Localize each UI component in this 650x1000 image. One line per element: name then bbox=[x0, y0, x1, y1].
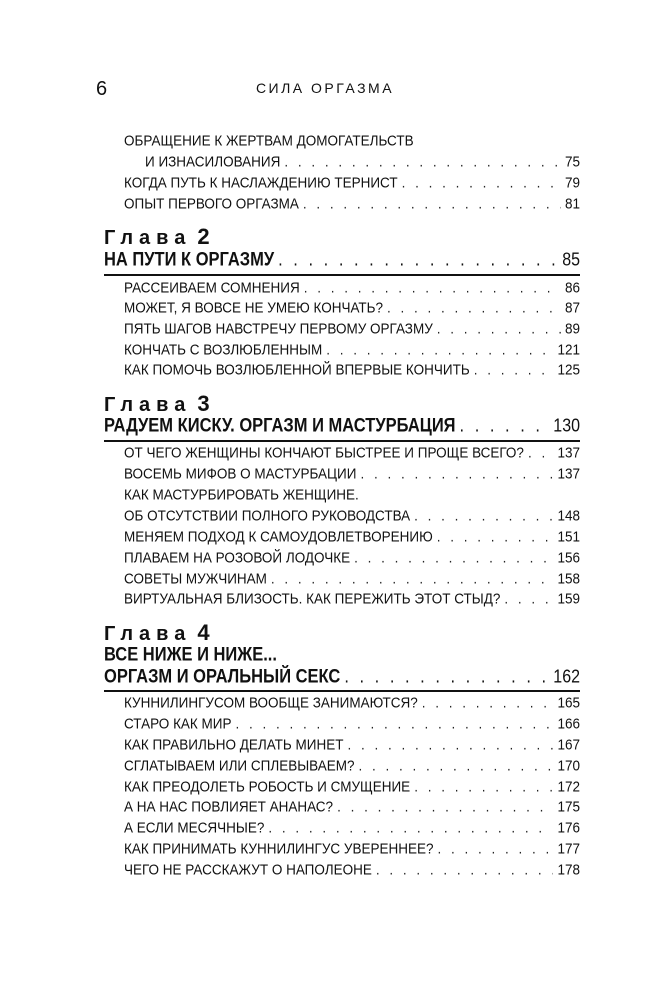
toc-entry[interactable] bbox=[124, 297, 580, 319]
toc-entry-title: СГЛАТЫВАЕМ ИЛИ СПЛЕВЫВАЕМ? bbox=[124, 757, 355, 774]
chapter-page: 85 bbox=[562, 250, 580, 271]
toc-entry[interactable] bbox=[124, 505, 580, 527]
toc-entry-page: 176 bbox=[557, 819, 580, 836]
chapter-title-text: ОРГАЗМ И ОРАЛЬНЫЙ СЕКС bbox=[104, 666, 341, 688]
dot-leader bbox=[284, 151, 561, 173]
dot-leader bbox=[387, 297, 561, 319]
toc-entry[interactable] bbox=[145, 151, 580, 173]
toc-entry[interactable] bbox=[124, 193, 580, 215]
dot-leader bbox=[268, 817, 553, 839]
toc-entry-title: МОЖЕТ, Я ВОВСЕ НЕ УМЕЮ КОНЧАТЬ? bbox=[124, 299, 384, 316]
toc-entry-title: КОГДА ПУТЬ К НАСЛАЖДЕНИЮ ТЕРНИСТ bbox=[124, 174, 398, 191]
running-title: СИЛА ОРГАЗМА bbox=[255, 80, 395, 96]
toc-entry-title: ОБ ОТСУТСТВИИ ПОЛНОГО РУКОВОДСТВА bbox=[124, 507, 411, 524]
toc-entry[interactable] bbox=[124, 796, 580, 818]
toc-entry-page: 75 bbox=[564, 153, 580, 170]
dot-leader bbox=[437, 526, 554, 548]
toc-entry-page: 79 bbox=[564, 174, 580, 191]
toc-entry[interactable] bbox=[124, 130, 580, 152]
toc-entry[interactable] bbox=[124, 172, 580, 194]
chapter-title[interactable] bbox=[104, 247, 580, 273]
toc-entry-page: 156 bbox=[557, 549, 580, 566]
toc-entry-page: 137 bbox=[557, 444, 580, 461]
toc-entry-title: ОТ ЧЕГО ЖЕНЩИНЫ КОНЧАЮТ БЫСТРЕЕ И ПРОЩЕ ВСЕГО? bbox=[124, 444, 524, 461]
dot-leader bbox=[354, 547, 553, 569]
chapter-label-text: Глава bbox=[104, 623, 192, 645]
toc-entry-page: 125 bbox=[557, 361, 580, 378]
toc-entry-title: ПЛАВАЕМ НА РОЗОВОЙ ЛОДОЧКЕ bbox=[124, 549, 351, 566]
page-number: 6 bbox=[96, 78, 108, 100]
chapter-title-text: РАДУЕМ КИСКУ. ОРГАЗМ И МАСТУРБАЦИЯ bbox=[104, 415, 456, 437]
toc-entry[interactable] bbox=[124, 755, 580, 777]
toc-entry[interactable] bbox=[124, 526, 580, 548]
chapter-page: 162 bbox=[553, 667, 580, 688]
toc-entry-page: 178 bbox=[557, 861, 580, 878]
toc-entry-title: И ИЗНАСИЛОВАНИЯ bbox=[145, 153, 281, 170]
toc-entry[interactable] bbox=[124, 547, 580, 569]
toc-entry-title: ВОСЕМЬ МИФОВ О МАСТУРБАЦИИ bbox=[124, 465, 357, 482]
toc-entry-title: КАК ПОМОЧЬ ВОЗЛЮБЛЕННОЙ ВПЕРВЫЕ КОНЧИТЬ bbox=[124, 361, 470, 378]
toc-entry-page: 167 bbox=[557, 736, 580, 753]
chapter-number: 2 bbox=[197, 224, 210, 249]
chapter-title-text: НА ПУТИ К ОРГАЗМУ bbox=[104, 249, 275, 271]
toc-entry-title: ЧЕГО НЕ РАССКАЖУТ О НАПОЛЕОНЕ bbox=[124, 861, 372, 878]
toc-entry-page: 148 bbox=[557, 507, 580, 524]
dot-leader bbox=[344, 664, 549, 689]
toc-entry-page: 81 bbox=[564, 195, 580, 212]
toc-entry-title: А ЕСЛИ МЕСЯЧНЫЕ? bbox=[124, 819, 265, 836]
toc-entry-page: 159 bbox=[557, 590, 580, 607]
dot-leader bbox=[460, 413, 550, 438]
chapter-number: 3 bbox=[197, 391, 210, 416]
toc-entry[interactable] bbox=[124, 838, 580, 860]
toc-entry-title: КАК ПРЕОДОЛЕТЬ РОБОСТЬ И СМУЩЕНИЕ bbox=[124, 778, 411, 795]
dot-leader bbox=[437, 318, 561, 340]
dot-leader bbox=[402, 172, 561, 194]
toc-entry-title: ПЯТЬ ШАГОВ НАВСТРЕЧУ ПЕРВОМУ ОРГАЗМУ bbox=[124, 320, 433, 337]
toc-entry-page: 87 bbox=[564, 299, 580, 316]
toc-entry-page: 121 bbox=[557, 341, 580, 358]
chapter-title[interactable] bbox=[104, 413, 580, 439]
toc-entry-title: А НА НАС ПОВЛИЯЕТ АНАНАС? bbox=[124, 798, 334, 815]
chapter-label-text: Глава bbox=[104, 394, 192, 416]
toc-entry-page: 172 bbox=[557, 778, 580, 795]
toc-entry-page: 166 bbox=[557, 715, 580, 732]
dot-leader bbox=[414, 505, 553, 527]
toc-entry[interactable] bbox=[124, 588, 580, 610]
toc-entry[interactable] bbox=[124, 359, 580, 381]
toc-entry-title: КУННИЛИНГУСОМ ВООБЩЕ ЗАНИМАЮТСЯ? bbox=[124, 694, 418, 711]
dot-leader bbox=[278, 247, 558, 272]
dot-leader bbox=[422, 692, 554, 714]
dot-leader bbox=[360, 463, 553, 485]
toc-entry-page: 177 bbox=[557, 840, 580, 857]
toc-entry[interactable] bbox=[124, 692, 580, 714]
toc-entry-page: 151 bbox=[557, 528, 580, 545]
toc-entry-title: КАК МАСТУРБИРОВАТЬ ЖЕНЩИНЕ. bbox=[124, 486, 359, 503]
dot-leader bbox=[236, 713, 554, 735]
toc-entry[interactable] bbox=[124, 713, 580, 735]
toc-entry[interactable] bbox=[124, 484, 580, 506]
toc-entry[interactable] bbox=[124, 817, 580, 839]
dot-leader bbox=[438, 838, 554, 860]
toc-entry[interactable] bbox=[124, 442, 580, 464]
dot-leader bbox=[347, 734, 553, 756]
dot-leader bbox=[528, 442, 554, 464]
dot-leader bbox=[474, 359, 554, 381]
toc-entry[interactable] bbox=[124, 734, 580, 756]
dot-leader bbox=[337, 796, 553, 818]
toc-entry-title: МЕНЯЕМ ПОДХОД К САМОУДОВЛЕТВОРЕНИЮ bbox=[124, 528, 433, 545]
toc-entry-title: РАССЕИВАЕМ СОМНЕНИЯ bbox=[124, 279, 300, 296]
toc-entry-title: КАК ПРИНИМАТЬ КУННИЛИНГУС УВЕРЕННЕЕ? bbox=[124, 840, 434, 857]
toc-entry[interactable] bbox=[124, 859, 580, 881]
toc-entry-page: 175 bbox=[557, 798, 580, 815]
chapter-divider bbox=[104, 274, 580, 276]
dot-leader bbox=[376, 859, 554, 881]
toc-entry-page: 89 bbox=[564, 320, 580, 337]
toc-entry[interactable] bbox=[124, 463, 580, 485]
chapter-title-text: ВСЕ НИЖЕ И НИЖЕ... bbox=[104, 644, 277, 666]
toc-entry[interactable] bbox=[124, 318, 580, 340]
chapter-label bbox=[104, 224, 210, 250]
toc-entry-page: 165 bbox=[557, 694, 580, 711]
toc-entry-title: СТАРО КАК МИР bbox=[124, 715, 232, 732]
dot-leader bbox=[303, 193, 561, 215]
toc-entry-title: КАК ПРАВИЛЬНО ДЕЛАТЬ МИНЕТ bbox=[124, 736, 344, 753]
toc-entry-title: КОНЧАТЬ С ВОЗЛЮБЛЕННЫМ bbox=[124, 341, 323, 358]
toc-entry-title: ОБРАЩЕНИЕ К ЖЕРТВАМ ДОМОГАТЕЛЬСТВ bbox=[124, 132, 414, 149]
chapter-title[interactable] bbox=[104, 664, 580, 690]
toc-entry-title: СОВЕТЫ МУЖЧИНАМ bbox=[124, 570, 267, 587]
chapter-label-text: Глава bbox=[104, 227, 192, 249]
dot-leader bbox=[358, 755, 553, 777]
toc-entry-page: 137 bbox=[557, 465, 580, 482]
toc-entry-page: 158 bbox=[557, 570, 580, 587]
chapter-page: 130 bbox=[553, 416, 580, 437]
chapter-number: 4 bbox=[197, 620, 210, 645]
toc-entry-page: 86 bbox=[564, 279, 580, 296]
toc-entry-title: ОПЫТ ПЕРВОГО ОРГАЗМА bbox=[124, 195, 299, 212]
toc-entry-page: 170 bbox=[557, 757, 580, 774]
toc-entry-title: ВИРТУАЛЬНАЯ БЛИЗОСТЬ. КАК ПЕРЕЖИТЬ ЭТОТ СТЫД? bbox=[124, 590, 501, 607]
dot-leader bbox=[504, 588, 553, 610]
